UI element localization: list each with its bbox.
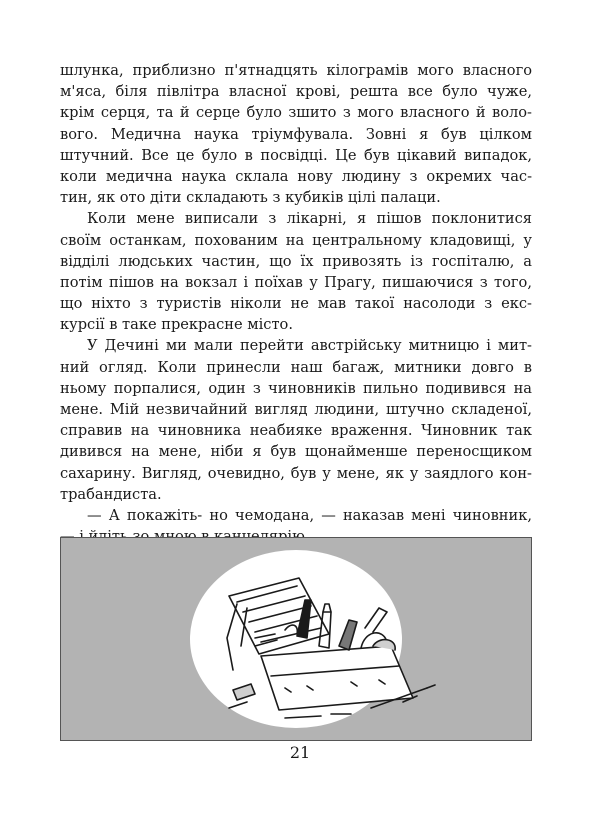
text-line: штучний. Все це було в посвідці. Це був цікавий випадок, xyxy=(60,146,532,164)
text-line: сахарину. Вигляд, очевидно, був у мене, як у заядлого кон- xyxy=(60,464,532,482)
text-line: потім пішов на вокзал і поїхав у Прагу, пишаючися з того, xyxy=(60,273,532,291)
body-text xyxy=(60,60,532,569)
text-line: мене. Мій незвичайний вигляд людини, штучно складеної, xyxy=(60,401,532,418)
text-line: м'яса, біля півлітра власної крові, решта все було чуже, xyxy=(60,83,532,101)
text-line: трабандиста. xyxy=(60,485,162,503)
text-line: що ніхто з туристів ніколи не мав такої насолоди з екс- xyxy=(60,295,532,313)
text-line: дивився на мене, ніби я був щонайменше переносщиком xyxy=(60,443,532,461)
text-line: — А покажіть- но чемодана, — наказав мені чиновник, xyxy=(87,506,532,524)
text-line: коли медична наука склала нову людину з окремих час- xyxy=(60,167,532,185)
text-line: крім серця, та й серце було зшито з мого власного й воло- xyxy=(60,104,532,122)
open-suitcase-contents-icon xyxy=(61,538,533,742)
text-line: вого. Медична наука тріумфувала. Зовні я був цілком xyxy=(60,125,532,143)
text-line: відділі людських частин, що їх привозять із госпіталю, а xyxy=(60,252,532,270)
text-line: ний огляд. Коли принесли наш багаж, митники довго в xyxy=(60,358,532,376)
text-line: курсії в таке прекрасне місто. xyxy=(60,316,293,334)
illustration-frame xyxy=(60,537,532,741)
text-line: своїм останкам, похованим на центральному кладовищі, у xyxy=(60,231,532,249)
text-line: шлунка, приблизно п'ятнадцять кілограмів мого власного xyxy=(60,62,532,79)
text-line: Коли мене виписали з лікарні, я пішов поклонитися xyxy=(87,210,532,228)
text-line: У Дечині ми мали перейти австрійську митницю і мит- xyxy=(87,337,532,355)
text-line: тин, як ото діти складають з кубиків цілі палаци. xyxy=(60,189,441,207)
text-line: ньому порпалися, один з чиновників пильно подивився на xyxy=(60,379,532,397)
page-number: 21 xyxy=(289,743,311,762)
text-line: справив на чиновника неабияке враження. Чиновник так xyxy=(60,422,532,440)
